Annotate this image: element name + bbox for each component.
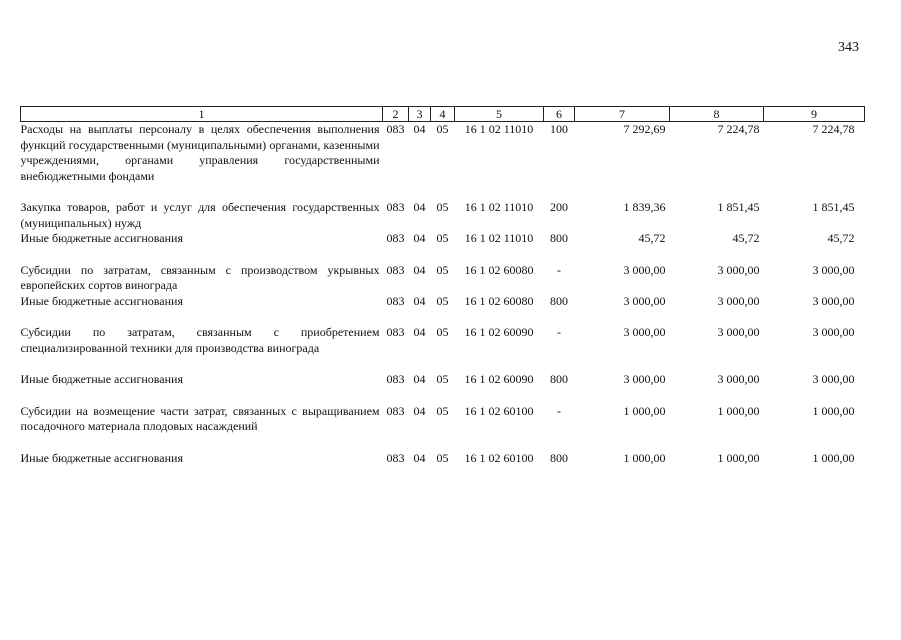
target-article-code: 16 1 02 60080	[464, 262, 534, 277]
amount-col-8: 1 851,45	[717, 200, 760, 214]
expense-type-code: -	[557, 403, 561, 418]
amount-col-8: 1 000,00	[717, 403, 760, 418]
ministry-code: 083	[386, 293, 405, 308]
subsection-code: 05	[436, 450, 449, 465]
amount-col-9: 45,72	[827, 231, 855, 245]
table-row	[21, 404, 865, 435]
amount-col-8: 45,72	[732, 231, 760, 245]
header-col-7: 7	[575, 107, 670, 122]
row-description: Иные бюджетные ассигнования	[20, 450, 183, 465]
expense-type-code: 800	[550, 293, 568, 308]
page-number: 343	[838, 40, 859, 55]
header-col-6: 6	[544, 107, 575, 122]
table-row	[21, 294, 865, 310]
section-code: 04	[413, 450, 426, 465]
target-article-code: 16 1 02 11010	[464, 122, 534, 136]
row-description: Расходы на выплаты персоналу в целях обеспечения выполнения функций государственными (муниципальными) органами, казенными учреждениями, органами управления государственными внебюджетными фондами	[20, 122, 380, 183]
table-row	[21, 231, 865, 247]
row-description: Иные бюджетные ассигнования	[20, 231, 183, 245]
amount-col-8: 3 000,00	[717, 325, 760, 339]
section-code: 04	[413, 372, 426, 386]
target-article-code: 16 1 02 60100	[464, 450, 534, 465]
ministry-code: 083	[386, 122, 405, 136]
row-description: Субсидии по затратам, связанным с приобретением специализированной техники для производства винограда	[20, 325, 380, 355]
header-col-9: 9	[764, 107, 865, 122]
amount-col-7: 3 000,00	[623, 262, 666, 277]
subsection-code: 05	[436, 293, 449, 308]
amount-col-9: 1 000,00	[812, 403, 855, 418]
header-col-4: 4	[431, 107, 455, 122]
expense-type-code: 200	[550, 200, 568, 214]
ministry-code: 083	[386, 450, 405, 465]
row-description: Иные бюджетные ассигнования	[20, 293, 183, 308]
subsection-code: 05	[436, 200, 449, 214]
target-article-code: 16 1 02 11010	[464, 231, 534, 245]
amount-col-9: 1 000,00	[812, 450, 855, 465]
table-row	[21, 122, 865, 185]
subsection-code: 05	[436, 122, 449, 136]
ministry-code: 083	[386, 231, 405, 245]
amount-col-7: 7 292,69	[623, 122, 666, 136]
amount-col-7: 3 000,00	[623, 293, 666, 308]
amount-col-7: 1 839,36	[623, 200, 666, 214]
table-row	[21, 200, 865, 231]
subsection-code: 05	[436, 262, 449, 277]
expense-type-code: -	[557, 262, 561, 277]
header-col-3: 3	[409, 107, 431, 122]
header-col-5: 5	[455, 107, 544, 122]
section-code: 04	[413, 293, 426, 308]
amount-col-9: 3 000,00	[812, 372, 855, 386]
row-description: Субсидии по затратам, связанным с производством укрывных европейских сортов винограда	[20, 262, 380, 292]
amount-col-8: 7 224,78	[717, 122, 760, 136]
amount-col-9: 3 000,00	[812, 293, 855, 308]
header-col-2: 2	[383, 107, 409, 122]
row-description: Субсидии на возмещение части затрат, связанных с выращиванием посадочного материала плодовых насаждений	[20, 403, 380, 433]
header-col-1: 1	[21, 107, 383, 122]
ministry-code: 083	[386, 262, 405, 277]
amount-col-9: 3 000,00	[812, 262, 855, 277]
table-row	[21, 325, 865, 356]
section-code: 04	[413, 200, 426, 214]
amount-col-8: 3 000,00	[717, 262, 760, 277]
header-col-8: 8	[670, 107, 764, 122]
row-description: Иные бюджетные ассигнования	[20, 372, 183, 386]
table-row	[21, 372, 865, 388]
amount-col-7: 3 000,00	[623, 325, 666, 339]
budget-table	[20, 106, 865, 466]
amount-col-9: 3 000,00	[812, 325, 855, 339]
ministry-code: 083	[386, 325, 405, 339]
table-row	[21, 263, 865, 294]
ministry-code: 083	[386, 372, 405, 386]
amount-col-7: 1 000,00	[623, 403, 666, 418]
subsection-code: 05	[436, 325, 449, 339]
section-code: 04	[413, 231, 426, 245]
header-row	[21, 107, 865, 122]
amount-col-7: 1 000,00	[623, 450, 666, 465]
target-article-code: 16 1 02 60100	[464, 403, 534, 418]
expense-type-code: 800	[550, 372, 568, 386]
expense-type-code: 100	[550, 122, 568, 136]
section-code: 04	[413, 122, 426, 136]
subsection-code: 05	[436, 403, 449, 418]
section-code: 04	[413, 325, 426, 339]
amount-col-8: 3 000,00	[717, 372, 760, 386]
expense-type-code: 800	[550, 450, 568, 465]
subsection-code: 05	[436, 372, 449, 386]
expense-type-code: -	[557, 325, 561, 339]
amount-col-7: 3 000,00	[623, 372, 666, 386]
amount-col-8: 3 000,00	[717, 293, 760, 308]
row-description: Закупка товаров, работ и услуг для обеспечения государственных (муниципальных) нужд	[20, 200, 380, 230]
amount-col-8: 1 000,00	[717, 450, 760, 465]
ministry-code: 083	[386, 403, 405, 418]
target-article-code: 16 1 02 11010	[464, 200, 534, 214]
amount-col-7: 45,72	[638, 231, 666, 245]
target-article-code: 16 1 02 60090	[464, 325, 534, 339]
table-row	[21, 451, 865, 467]
target-article-code: 16 1 02 60080	[464, 293, 534, 308]
subsection-code: 05	[436, 231, 449, 245]
ministry-code: 083	[386, 200, 405, 214]
target-article-code: 16 1 02 60090	[464, 372, 534, 386]
expense-type-code: 800	[550, 231, 568, 245]
amount-col-9: 7 224,78	[812, 122, 855, 136]
section-code: 04	[413, 403, 426, 418]
section-code: 04	[413, 262, 426, 277]
amount-col-9: 1 851,45	[812, 200, 855, 214]
